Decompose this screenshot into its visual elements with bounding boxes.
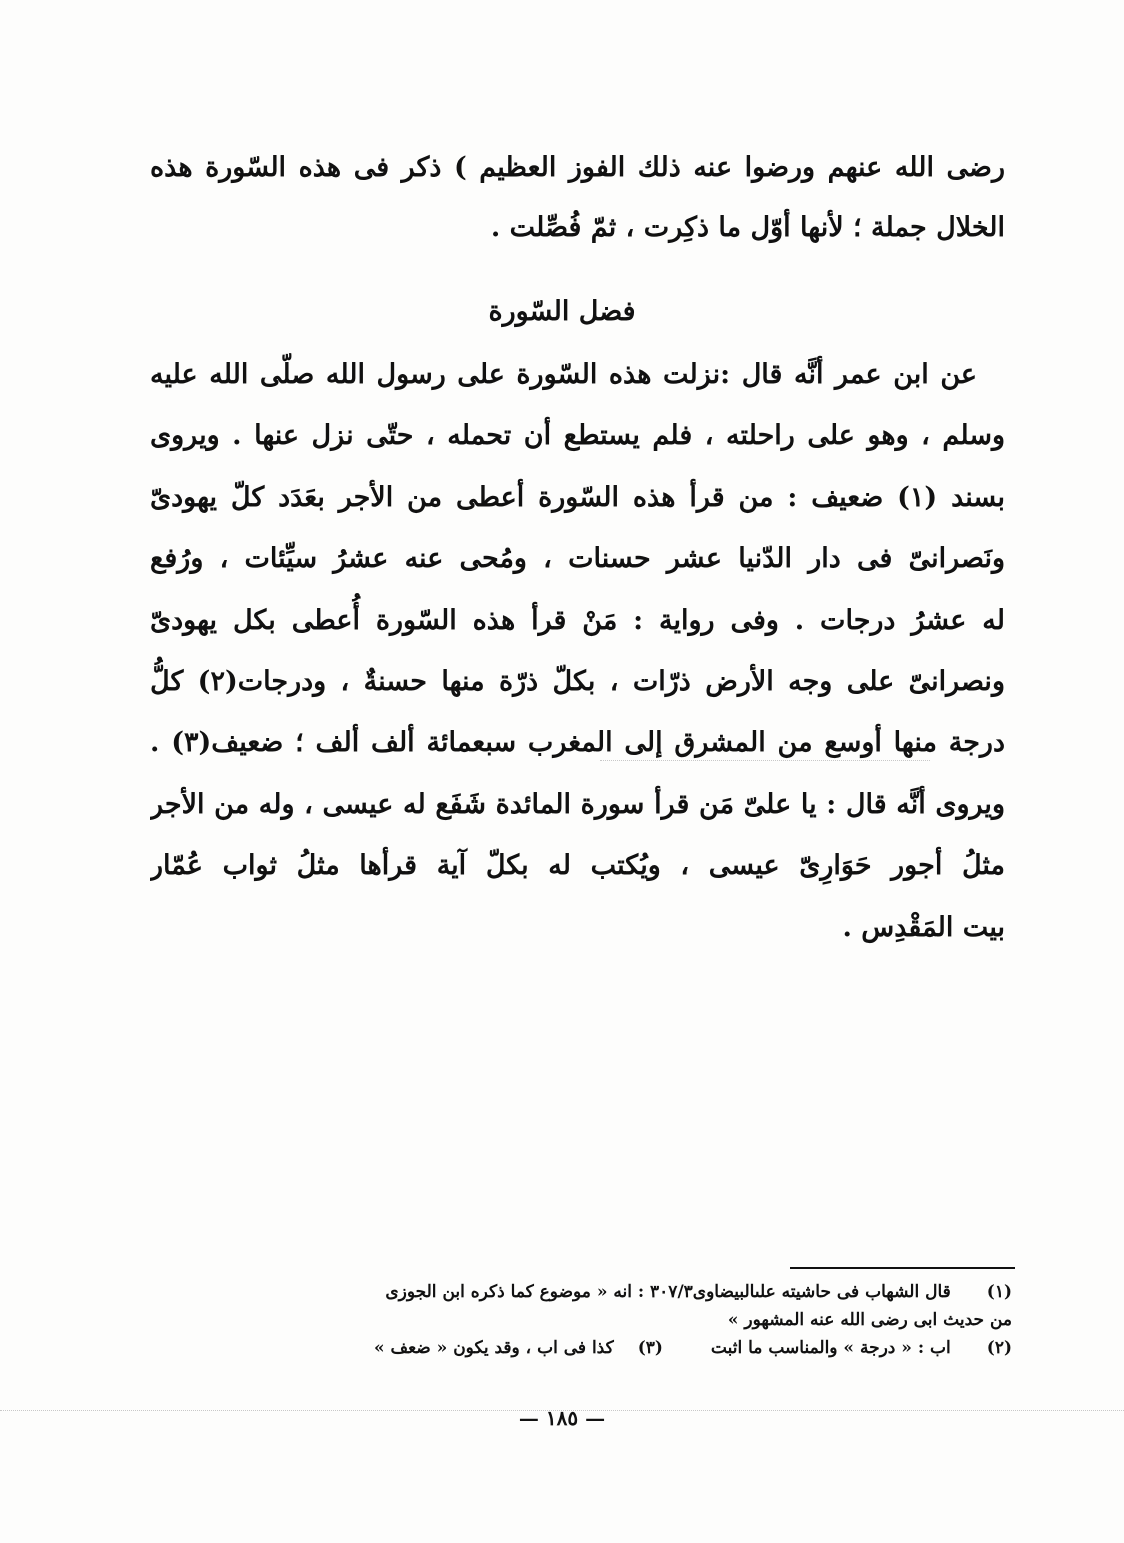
scan-artifact xyxy=(600,760,930,761)
body-line-8: ويروى أنَّه قال : يا علىّ مَن قرأ سورة المائدة شَفَع له عيسى ، وله من الأجر xyxy=(150,788,1005,820)
footnote-3-marker: (٣) xyxy=(637,1338,663,1358)
body-line-6: ونصرانىّ على وجه الأرض ذرّات ، بكلّ ذرّة منها حسنةٌ ، ودرجات(٢) كلُّ xyxy=(150,665,1005,697)
body-line-1: عن ابن عمر أنَّه قال :نزلت هذه السّورة على رسول الله صلّى الله عليه xyxy=(150,359,977,390)
footnote-1-text: قال الشهاب فى حاشيته علىالبيضاوى٣٠٧/٣ : انه « موضوع كما ذكره ابن الجوزى xyxy=(385,1282,951,1302)
footnote-2-text: اب : « درجة » والمناسب ما اثبت xyxy=(710,1338,951,1358)
scan-artifact xyxy=(0,1410,1124,1411)
body-line-10: بيت المَقْدِس . xyxy=(842,911,1005,943)
footnote-2-3 xyxy=(150,1334,1012,1362)
section-heading: فضل السّورة xyxy=(488,296,636,327)
footnote-2-marker: (٢) xyxy=(986,1338,1012,1358)
body-line-2: وسلم ، وهو على راحلته ، فلم يستطع أن تحمله ، حتّى نزل عنها . ويروى xyxy=(150,420,1005,452)
body-line-7: درجة منها أوسع من المشرق إلى المغرب سبعمائة ألف ألف ؛ ضعيف(٣) . xyxy=(150,727,1005,759)
footnote-separator xyxy=(790,1267,1015,1269)
intro-line-2: الخلال جملة ؛ لأنها أوّل ما ذكِرت ، ثمّ فُصِّلت . xyxy=(490,212,1005,243)
body-line-3: بسند (١) ضعيف : من قرأ هذه السّورة أعطى من الأجر بعَدَد كلّ يهودىّ xyxy=(150,481,1005,513)
footnote-1-continuation: من حديث ابى رضى الله عنه المشهور » xyxy=(727,1310,1012,1330)
body-line-5: له عشرُ درجات . وفى رواية : مَنْ قرأ هذه السّورة أُعطى بكل يهودىّ xyxy=(150,604,1005,636)
intro-paragraph xyxy=(150,138,1005,258)
footnote-1-marker: (١) xyxy=(986,1282,1012,1302)
footnotes xyxy=(150,1278,1012,1362)
footnote-3-text: كذا فى اب ، وقد يكون « ضعف » xyxy=(373,1338,614,1358)
intro-line-1: رضى الله عنهم ورضوا عنه ذلك الفوز العظيم ) ذكر فى هذه السّورة هذه xyxy=(150,152,1005,183)
body-line-9: مثلُ أجور حَوَارِىّ عيسى ، ويُكتب له بكلّ آية قرأها مثلُ ثواب عُمّار xyxy=(150,850,1005,882)
page-number: — ١٨٥ — xyxy=(518,1406,606,1430)
body-line-4: ونَصرانىّ فى دار الدّنيا عشر حسنات ، ومُحى عنه عشرُ سيِّئات ، ورُفع xyxy=(150,543,1005,575)
footnote-1 xyxy=(150,1278,1012,1306)
body-paragraph xyxy=(150,344,1005,958)
